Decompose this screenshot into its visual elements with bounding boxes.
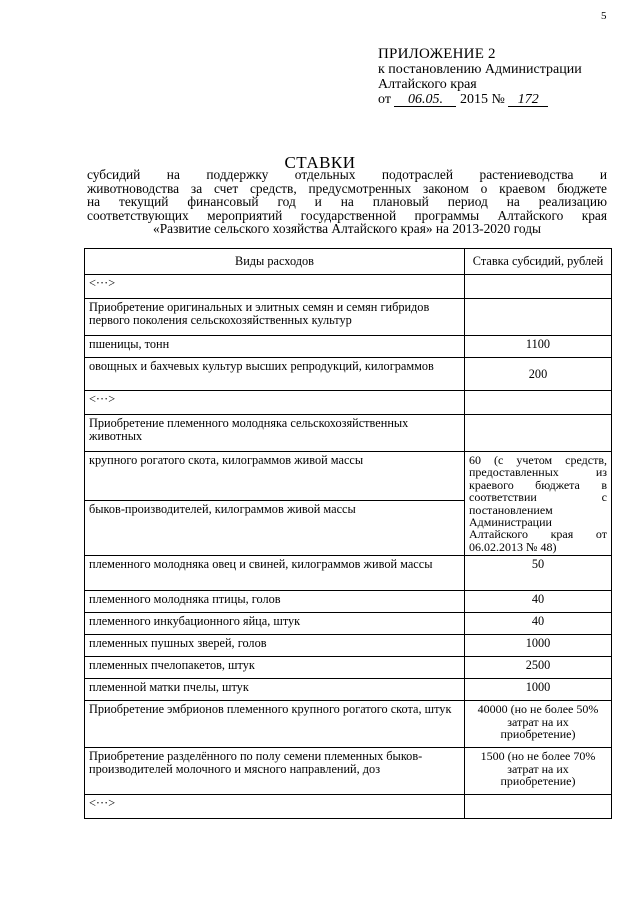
table-row [85,452,612,501]
ellipsis-cell: <···> [85,391,465,415]
row-rate: 1100 [465,336,612,358]
table-row [85,613,612,635]
table-row [85,556,612,591]
row-rate: 1000 [465,635,612,657]
header-rate: Ставка субсидий, рублей [465,249,612,275]
ellipsis-cell: <···> [85,795,465,819]
date-value: 06.05. [394,93,456,107]
row-label: пшеницы, тонн [85,336,465,358]
table-row [85,795,612,819]
table-header-row [85,249,612,275]
subsidy-rates-table [84,248,612,819]
subtitle-line: «Развитие сельского хозяйства Алтайского края» на 2013-2020 годы [153,221,541,236]
appendix-decree-line: к постановлению Администрации [378,62,582,77]
row-label: племенного инкубационного яйца, штук [85,613,465,635]
table-row [85,701,612,748]
row-label: Приобретение разделённого по полу семени племенных быков-производителей молочного и мясного направлений, доз [85,748,465,795]
year-value: 2015 [459,92,488,107]
subtitle-line: субсидий на поддержку отдельных подотраслей растениеводства и [87,167,607,182]
date-prefix: от [378,92,391,107]
group-title-seeds: Приобретение оригинальных и элитных семян и семян гибридов первого поколения сельскохозяйственных культур [85,299,465,336]
table-row [85,358,612,391]
table-row [85,748,612,795]
document-subtitle [87,168,607,236]
row-rate: 60 (с учетом средств, предоставленных из краевого бюджета в соответствии с постановлением Администрации Алтайского края от 06.02.2013 № 48) [465,452,612,556]
subtitle-line: животноводства за счет средств, предусмотренных законом о краевом бюджете [87,180,607,196]
row-label: племенной матки пчелы, штук [85,679,465,701]
appendix-title: ПРИЛОЖЕНИЕ 2 [378,46,496,62]
table-row [85,299,612,336]
appendix-date-line [378,92,582,107]
row-rate: 40000 (но не более 50% затрат на их приобретение) [465,701,612,748]
row-rate: 2500 [465,657,612,679]
row-label: Приобретение эмбрионов племенного крупного рогатого скота, штук [85,701,465,748]
appendix-region-line: Алтайского края [378,77,477,92]
row-rate: 1000 [465,679,612,701]
table-row [85,391,612,415]
ellipsis-cell: <···> [85,275,465,299]
row-rate: 1500 (но не более 70% затрат на их приобретение) [465,748,612,795]
table-row [85,275,612,299]
page-number: 5 [601,10,607,22]
row-rate: 200 [465,358,612,391]
table-row [85,415,612,452]
appendix-block [378,47,582,107]
table-row [85,635,612,657]
subtitle-line: соответствующих мероприятий государственной программы Алтайского края [87,207,607,223]
row-label: крупного рогатого скота, килограммов живой массы [85,452,465,501]
document-title: СТАВКИ [284,153,356,172]
number-sign: № [491,92,505,107]
decree-number: 172 [508,93,548,107]
row-label: племенных пчелопакетов, штук [85,657,465,679]
group-title-livestock: Приобретение племенного молодняка сельскохозяйственных животных [85,415,465,452]
row-label: племенных пушных зверей, голов [85,635,465,657]
row-rate: 50 [465,556,612,591]
row-rate: 40 [465,591,612,613]
row-rate: 40 [465,613,612,635]
header-expense-type: Виды расходов [85,249,465,275]
row-label: племенного молодняка птицы, голов [85,591,465,613]
table-row [85,591,612,613]
table-row [85,336,612,358]
row-label: быков-производителей, килограммов живой массы [85,501,465,556]
row-label: племенного молодняка овец и свиней, килограммов живой массы [85,556,465,591]
subtitle-line: на текущий финансовый год и на плановый период на реализацию [87,194,607,209]
row-label: овощных и бахчевых культур высших репродукций, килограммов [85,358,465,391]
table-row [85,679,612,701]
table-row [85,657,612,679]
